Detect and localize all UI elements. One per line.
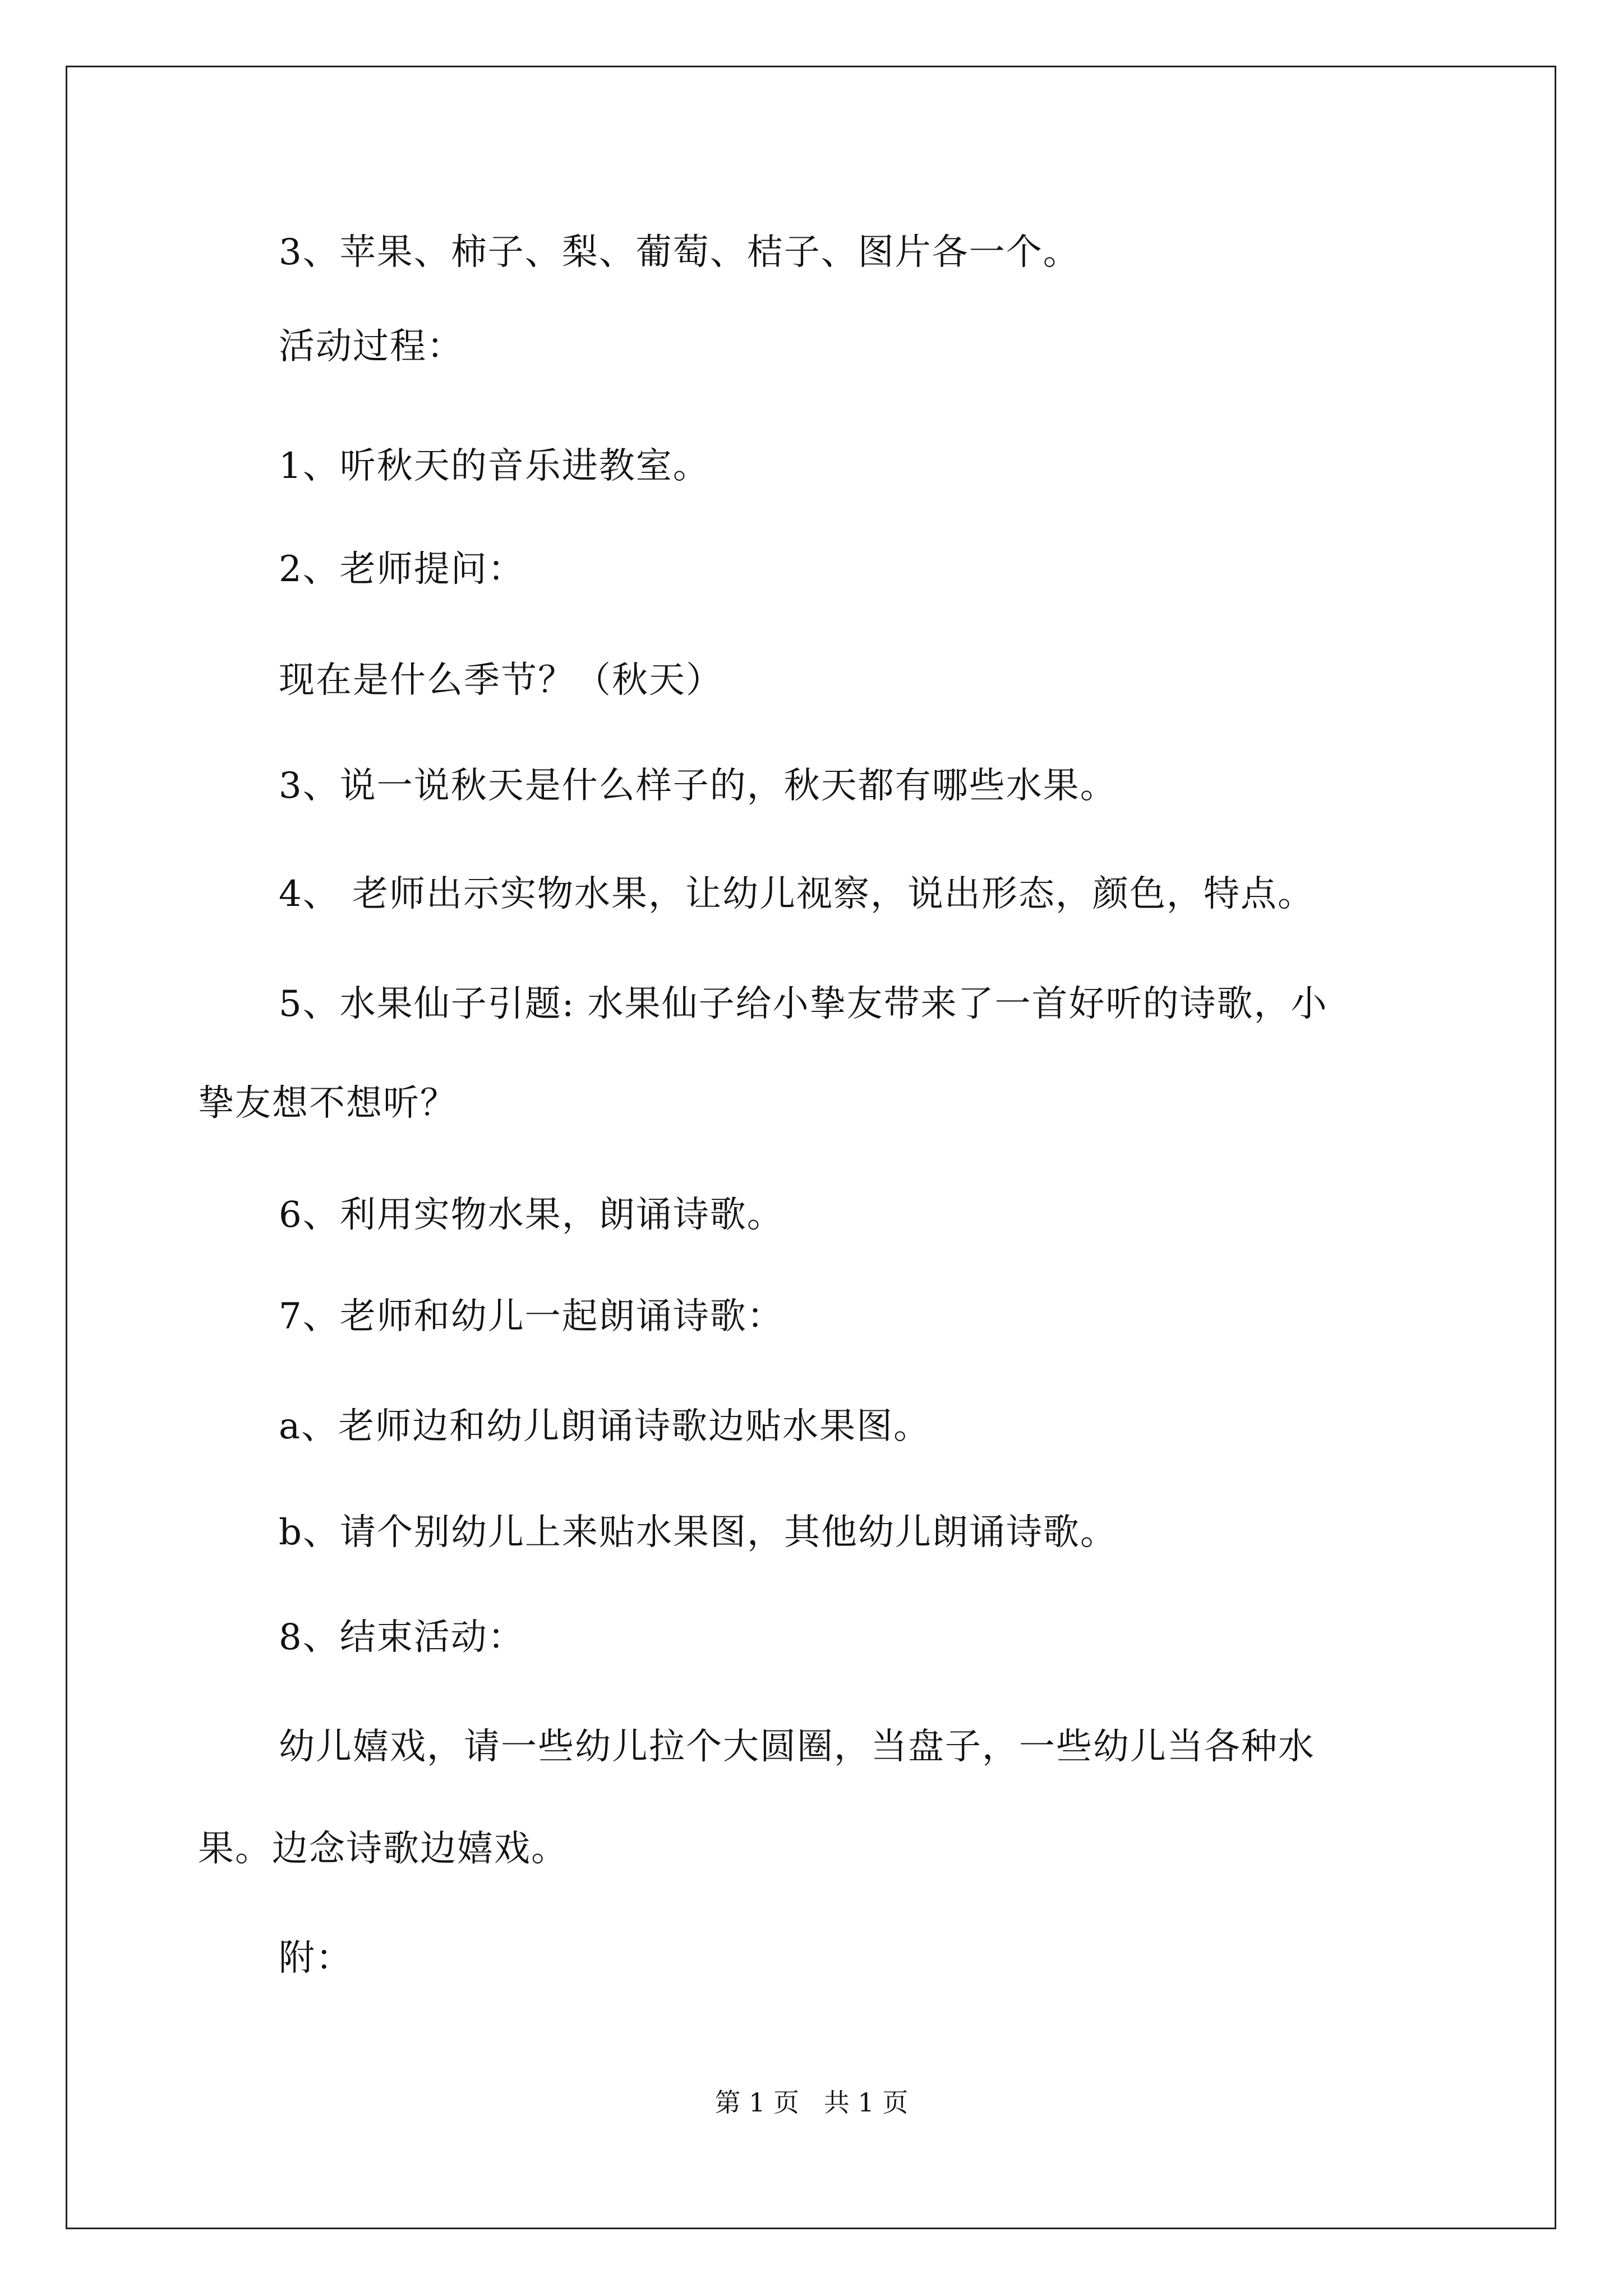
text-line-step-3: 3、说一说秋天是什么样子的，秋天都有哪些水果。 xyxy=(279,765,1117,807)
text-line-step-5-cont: 挚友想不想听？ xyxy=(198,1083,457,1124)
text-line-step-7: 7、老师和幼儿一起朗诵诗歌： xyxy=(279,1296,784,1337)
text-line-step-2: 2、老师提问： xyxy=(279,549,525,590)
page-number-footer: 第 1 页 共 1 页 xyxy=(714,2087,909,2118)
page-border xyxy=(66,66,1556,2229)
text-line-game-cont: 果。边念诗歌边嬉戏。 xyxy=(198,1828,568,1870)
text-line-process-heading: 活动过程： xyxy=(279,326,464,367)
text-line-appendix: 附： xyxy=(279,1938,353,1979)
text-line-step-7a: a、老师边和幼儿朗诵诗歌边贴水果图。 xyxy=(279,1406,931,1447)
text-line-materials: 3、苹果、柿子、梨、葡萄、桔子、图片各一个。 xyxy=(279,232,1080,273)
text-line-step-6: 6、利用实物水果，朗诵诗歌。 xyxy=(279,1194,784,1236)
text-line-question: 现在是什么季节？（秋天） xyxy=(279,660,723,701)
text-line-step-7b: b、请个别幼儿上来贴水果图，其他幼儿朗诵诗歌。 xyxy=(279,1512,1117,1553)
text-line-step-4: 4、 老师出示实物水果，让幼儿视察，说出形态，颜色，特点。 xyxy=(279,873,1315,915)
text-line-step-8: 8、结束活动： xyxy=(279,1617,525,1658)
text-line-step-1: 1、听秋天的音乐进教室。 xyxy=(279,445,710,487)
text-line-step-5: 5、水果仙子引题: 水果仙子给小挚友带来了一首好听的诗歌，小 xyxy=(279,983,1328,1025)
text-line-game: 幼儿嬉戏，请一些幼儿拉个大圆圈，当盘子，一些幼儿当各种水 xyxy=(279,1726,1315,1768)
